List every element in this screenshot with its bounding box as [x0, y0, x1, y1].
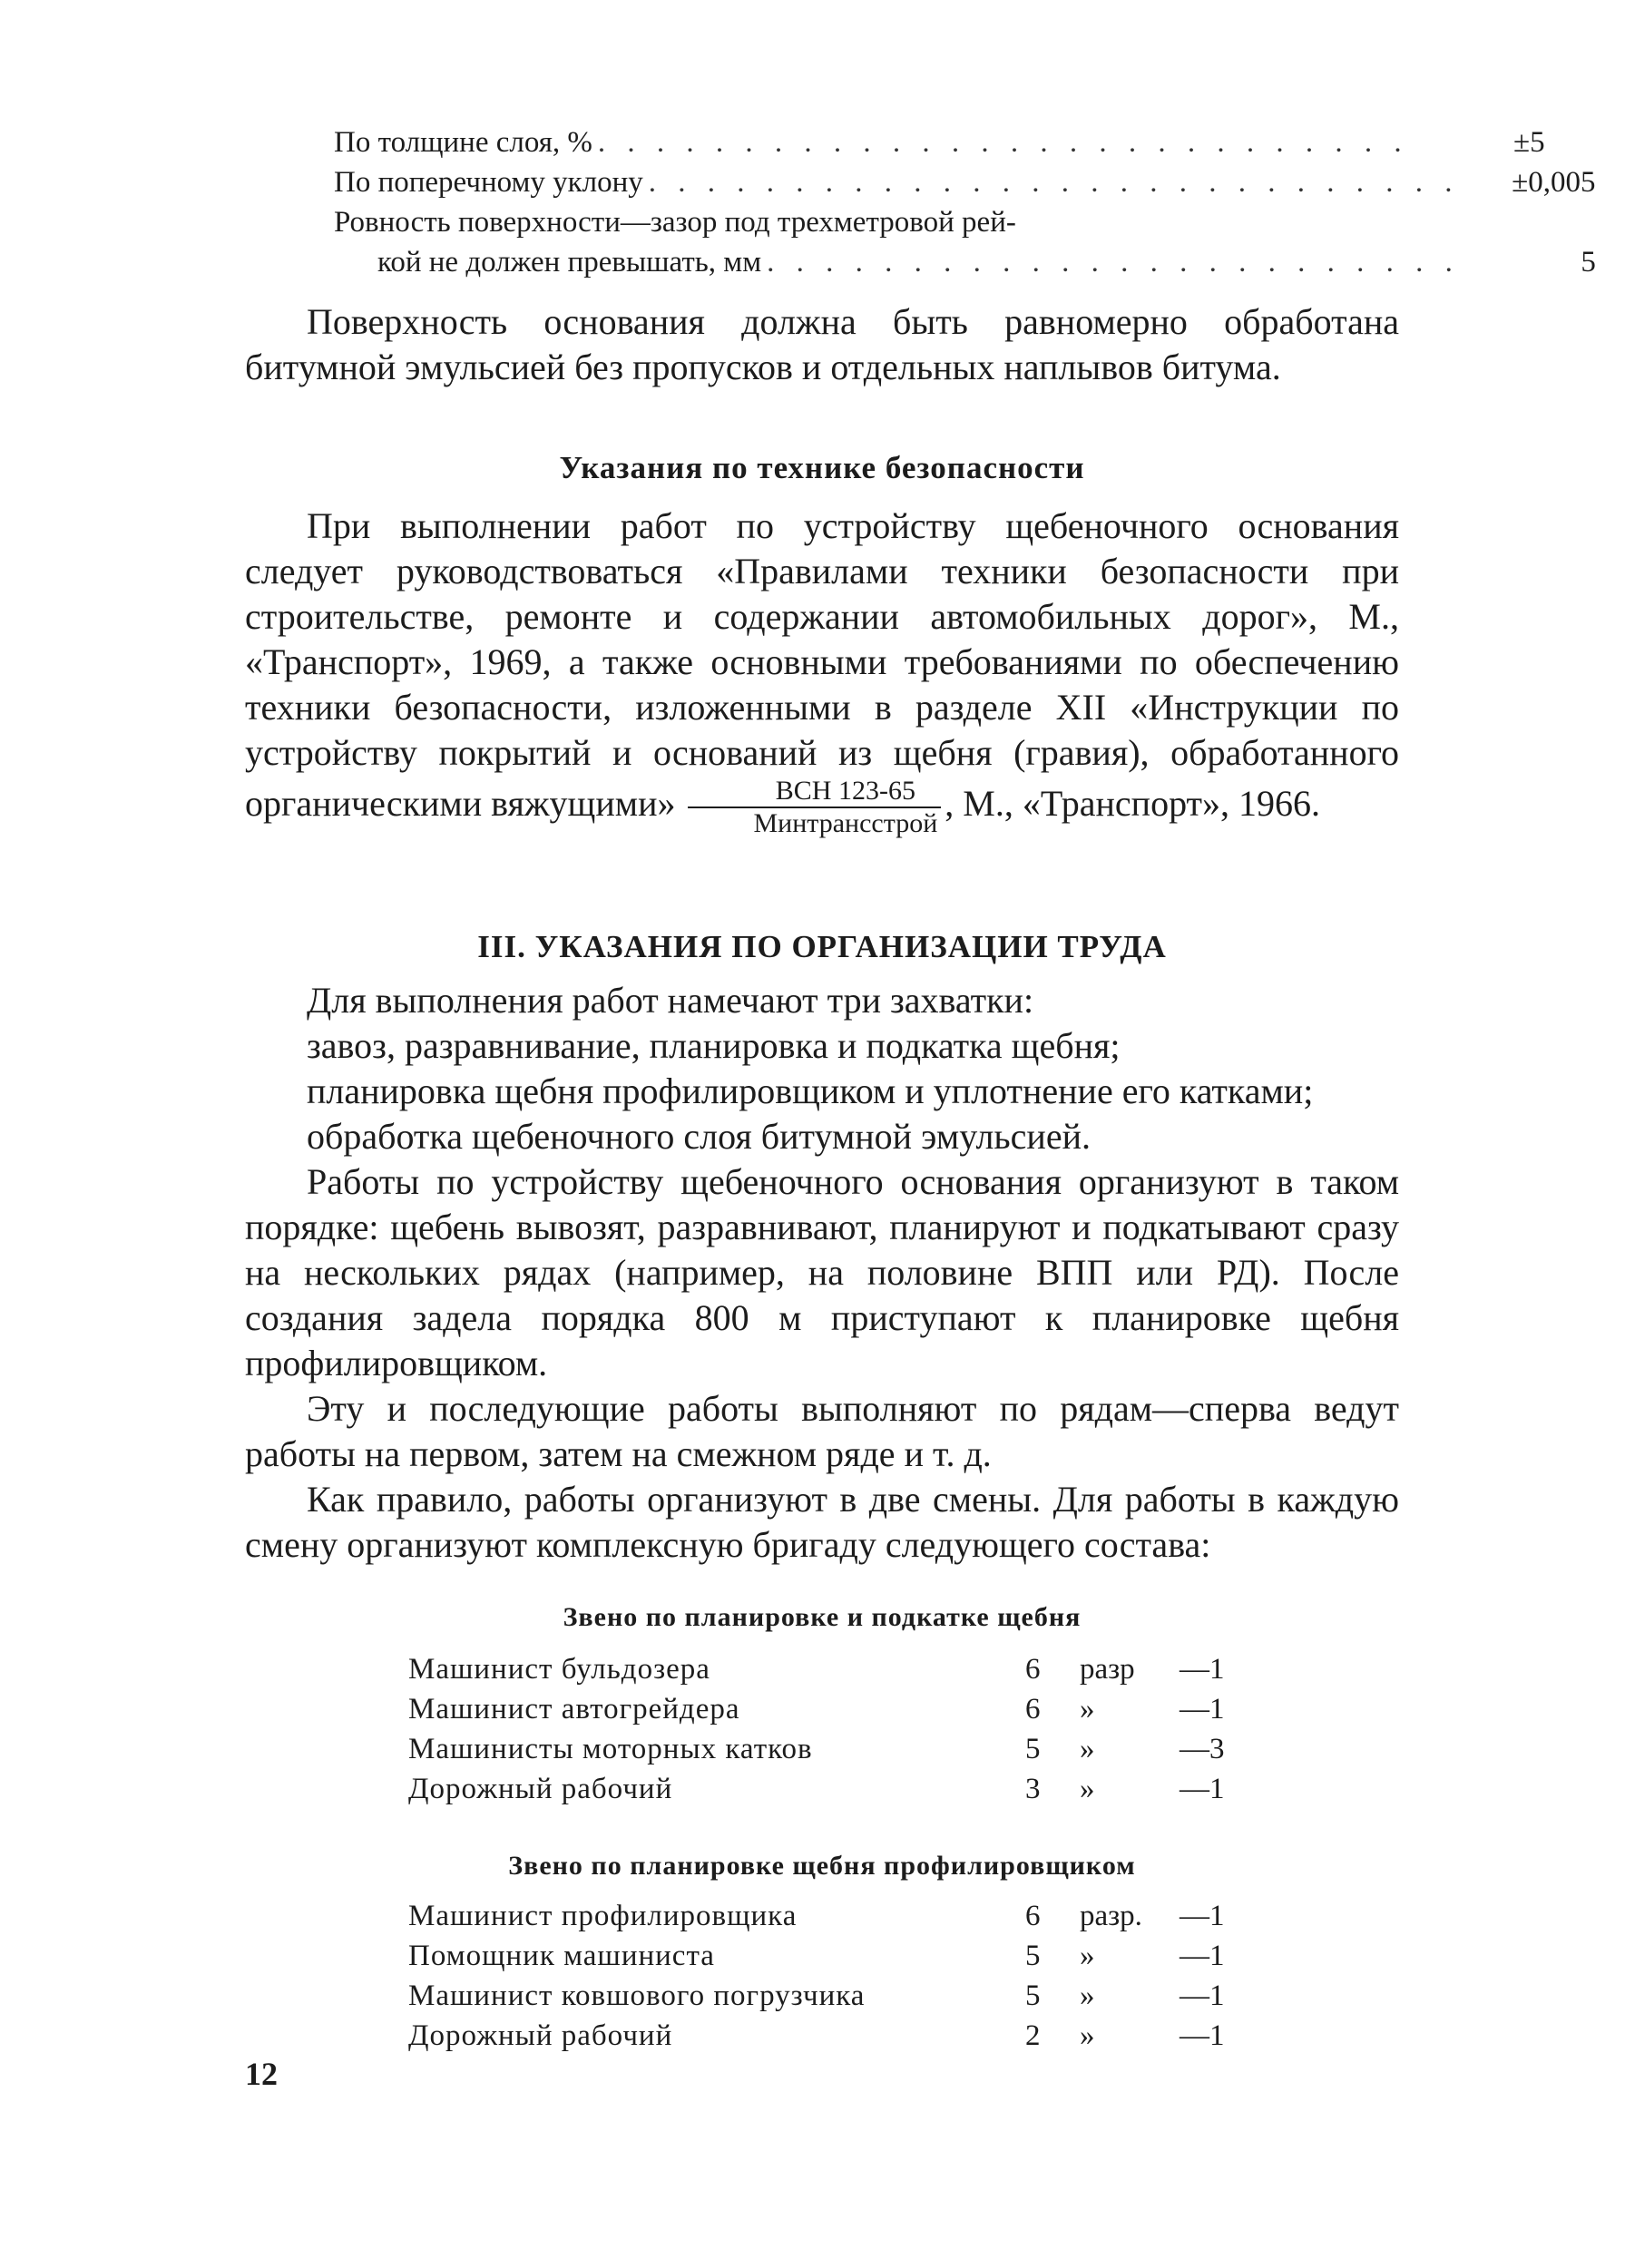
crew-row [408, 1896, 1243, 1936]
tolerance-row [334, 162, 1596, 202]
paragraph-text: Эту и последующие работы выполняют по рядам—сперва ведут работы на первом, затем на смежном ряде и т. д. [245, 1388, 1399, 1474]
leader-dots: . . . . . . . . . . . . . . . . . . . . . . . . [767, 246, 1460, 279]
safety-tail: , М., «Транспорт», 1966. [945, 783, 1321, 825]
paragraph-text: планировка щебня профилировщиком и уплотнение его катками; [307, 1070, 1314, 1111]
crew-role: Машинисты моторных катков [408, 1733, 813, 1765]
crew-grade: 5 [1025, 1980, 1041, 2012]
tolerance-row [334, 122, 1545, 162]
crew-unit: » [1080, 1733, 1095, 1765]
tolerance-label-line1: Ровность поверхности—зазор под трехметровой рей- [334, 206, 1016, 239]
crew-count: —1 [1180, 2019, 1225, 2052]
paragraph-text: Работы по устройству щебеночного основания организуют в таком порядке: щебень вывозят, разравнивают, планируют и подкатывают сразу на нескольких рядах (например, на половине ВПП или РД). После создания задела порядка 800 м приступают к планировке щебня профилировщиком. [245, 1161, 1399, 1383]
crew-count: —1 [1180, 1653, 1225, 1686]
crew-role: Машинист ковшового погрузчика [408, 1980, 866, 2012]
tolerance-label-line2: кой не должен превышать, мм [377, 246, 762, 279]
crew-row [408, 1729, 1243, 1769]
crew-row [408, 1976, 1243, 2016]
crew-list [408, 1896, 1243, 2056]
tolerance-list [334, 122, 1596, 282]
crew-row [408, 1769, 1243, 1809]
crew-row [408, 1936, 1243, 1976]
crew-grade: 6 [1025, 1693, 1041, 1725]
crew-count: —1 [1180, 1980, 1225, 2012]
tolerance-value: ±5 [1513, 126, 1545, 159]
leader-dots: . . . . . . . . . . . . . . . . . . . . . . . . . . . . [597, 126, 1409, 159]
surface-paragraph [245, 299, 1399, 390]
tolerance-row [334, 242, 1596, 282]
crew-unit: » [1080, 1980, 1095, 2012]
tolerance-value: ±0,005 [1512, 166, 1596, 199]
fraction-denominator: Минтрансстрой [753, 808, 938, 838]
crew-unit: » [1080, 1773, 1095, 1805]
paragraph-text: Поверхность основания должна быть равномерно обработана битумной эмульсией без пропусков и отдельных наплывов битума. [245, 301, 1399, 387]
crew-role: Дорожный рабочий [408, 2019, 673, 2052]
crew-role: Дорожный рабочий [408, 1773, 673, 1805]
crew-title: Звено по планировке щебня профилировщиком [508, 1851, 1136, 1881]
crew-title: Звено по планировке и подкатке щебня [563, 1602, 1082, 1632]
paragraph-text: завоз, разравнивание, планировка и подкатка щебня; [307, 1025, 1121, 1066]
crew-grade: 6 [1025, 1900, 1041, 1932]
crew-grade: 5 [1025, 1940, 1041, 1972]
tolerance-value: 5 [1581, 246, 1596, 279]
tolerance-label: По поперечному уклону [334, 166, 643, 199]
crew-unit: » [1080, 2019, 1095, 2052]
crew-unit: разр [1080, 1653, 1135, 1686]
crew-grade: 3 [1025, 1773, 1041, 1805]
crew-role: Помощник машиниста [408, 1940, 715, 1972]
crew-list [408, 1649, 1243, 1809]
safety-heading: Указания по технике безопасности [559, 450, 1085, 485]
crew-unit: » [1080, 1693, 1095, 1725]
labor-section [245, 978, 1399, 1568]
crew-role: Машинист бульдозера [408, 1653, 710, 1686]
fraction-numerator: ВСН 123-65 [688, 776, 941, 808]
crew-role: Машинист автогрейдера [408, 1693, 740, 1725]
leader-dots: . . . . . . . . . . . . . . . . . . . . . . . . . . . . [648, 166, 1460, 199]
crew-unit: разр. [1080, 1900, 1142, 1932]
crew-role: Машинист профилировщика [408, 1900, 798, 1932]
crew-unit: » [1080, 1940, 1095, 1972]
crew-count: —1 [1180, 1900, 1225, 1932]
paragraph-text: обработка щебеночного слоя битумной эмульсией. [307, 1116, 1091, 1157]
crew-count: —1 [1180, 1940, 1225, 1972]
paragraph-text [245, 503, 1399, 839]
tolerance-label: По толщине слоя, % [334, 126, 592, 159]
paragraph-text: Как правило, работы организуют в две смены. Для работы в каждую смену организуют комплексную бригаду следующего состава: [245, 1479, 1399, 1565]
page-number: 12 [245, 2056, 278, 2092]
crew-grade: 5 [1025, 1733, 1041, 1765]
crew-count: —3 [1180, 1733, 1225, 1765]
safety-text: При выполнении работ по устройству щебеночного основания следует руководствоваться «Правилами техники безопасности при строительстве, ремонте и содержании автомобильных дорог», М., «Транспорт», 1969, а также основными требованиями по обеспечению техники безопасности, изложенными в разделе XII «Инструкции по устройству покрытий и оснований из щебня (гравия), обработанного органическими вяжущими» [245, 505, 1399, 825]
crew-count: —1 [1180, 1693, 1225, 1725]
paragraph-text: Для выполнения работ намечают три захватки: [307, 980, 1034, 1021]
crew-row [408, 1689, 1243, 1729]
regulation-fraction [688, 776, 941, 839]
crew-row [408, 1649, 1243, 1689]
crew-grade: 2 [1025, 2019, 1041, 2052]
tolerance-row [334, 202, 1277, 242]
crew-grade: 6 [1025, 1653, 1041, 1686]
safety-paragraph [245, 503, 1399, 839]
labor-heading: III. УКАЗАНИЯ ПО ОРГАНИЗАЦИИ ТРУДА [477, 929, 1167, 964]
crew-row [408, 2016, 1243, 2056]
crew-count: —1 [1180, 1773, 1225, 1805]
